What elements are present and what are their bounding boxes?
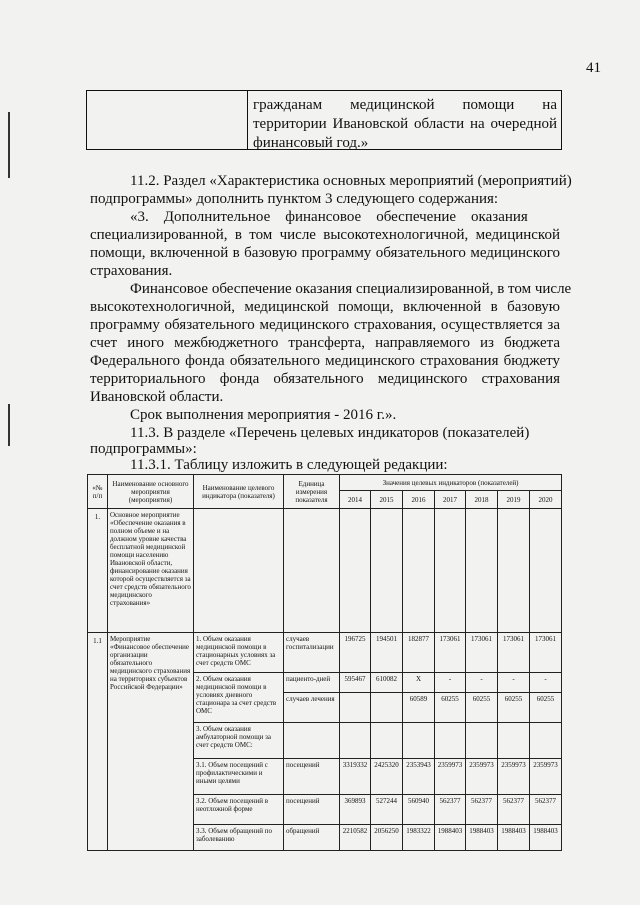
event-name: Основное мероприятие «Обеспечение оказания в полном объеме и на должном уровне качества бесплатной медицинской помощи населению Ивановской области, финансирование оказания которой осуществляется за счет средств обязательного медицинского страхования» (108, 509, 194, 633)
value-cell: 1988403 (530, 825, 562, 851)
value-cell: 1983322 (403, 825, 435, 851)
header-year: 2016 (403, 491, 435, 509)
event-name: Мероприятие «Финансовое обеспечение организации обязательного медицинского страхования на территориях субъектов Российской Федерации» (108, 633, 194, 851)
header-year: 2014 (340, 491, 371, 509)
header-num: «№ п/п (88, 475, 108, 509)
value-cell: 2210582 (340, 825, 371, 851)
paragraph-line: страхования. (90, 263, 173, 279)
value-cell: 3319332 (340, 759, 371, 795)
table-row (88, 509, 562, 633)
row-number: 1.1 (88, 633, 108, 851)
value-cell: 562377 (435, 795, 466, 825)
indicator-name: 3.3. Объем обращений по заболеванию (194, 825, 284, 851)
paragraph-line: Федерального фонда обязательного медицинского страхования бюджету (90, 353, 560, 369)
paragraph-line: счет иного межбюджетного трансферта, направляемого из бюджета (90, 335, 560, 351)
value-cell: 194501 (371, 633, 403, 673)
value-cell: 60255 (435, 693, 466, 723)
value-cell: 562377 (530, 795, 562, 825)
value-cell (371, 693, 403, 723)
value-cell: 60255 (466, 693, 498, 723)
value-cell: - (466, 673, 498, 693)
value-cell: 527244 (371, 795, 403, 825)
table-header-row (88, 475, 562, 491)
paragraph-line: Ивановской области. (90, 389, 224, 405)
header-year: 2015 (371, 491, 403, 509)
value-cell: 2359973 (466, 759, 498, 795)
paragraph-line: территориального фонда обязательного медицинского страхования (90, 371, 560, 387)
header-year: 2018 (466, 491, 498, 509)
value-cell: 2353943 (403, 759, 435, 795)
header-year: 2019 (498, 491, 530, 509)
unit: обращений (284, 825, 340, 851)
value-cell: 60255 (498, 693, 530, 723)
table-intro-line: 11.3.1. Таблицу изложить в следующей редакции: (130, 457, 448, 473)
unit: посещений (284, 759, 340, 795)
value-cell: 60255 (530, 693, 562, 723)
value-cell: - (435, 673, 466, 693)
unit: посещений (284, 795, 340, 825)
continued-table-text-cell: гражданам медицинской помощи на территории Ивановской области на очередной финансовый год.» (253, 97, 557, 151)
page-number: 41 (586, 60, 601, 76)
paragraph-line: высокотехнологичной, медицинской помощи, включенной в базовую (90, 299, 560, 315)
unit: пациенто-дней (284, 673, 340, 693)
header-event: Наименование основного мероприятия (мероприятия) (108, 475, 194, 509)
header-values-group: Значения целевых индикаторов (показателей) (340, 475, 562, 491)
continued-table (86, 90, 562, 150)
paragraph-line: подпрограммы»: (90, 441, 197, 457)
value-cell: 2359973 (530, 759, 562, 795)
value-cell: - (530, 673, 562, 693)
value-cell: 182877 (403, 633, 435, 673)
value-cell: 60589 (403, 693, 435, 723)
indicator-name: 3.2. Объем посещений в неотложной форме (194, 795, 284, 825)
value-cell: 595467 (340, 673, 371, 693)
paragraph-line: специализированной, в том числе высокотехнологичной, медицинской (90, 227, 560, 243)
continued-table-empty-cell (87, 91, 248, 149)
header-indicator: Наименование целевого индикатора (показателя) (194, 475, 284, 509)
value-cell: 173061 (530, 633, 562, 673)
indicator-name: 3.1. Объем посещений с профилактическими и иными целями (194, 759, 284, 795)
indicator-name: 1. Объем оказания медицинской помощи в стационарных условиях за счет средств ОМС (194, 633, 284, 673)
paragraph-line: Срок выполнения мероприятия - 2016 г.». (130, 407, 397, 423)
row-number: 1. (88, 509, 108, 633)
paragraph-line: помощи, включенной в базовую программу обязательного медицинского (90, 245, 560, 261)
unit: случаев госпитализации (284, 633, 340, 673)
value-cell: 1988403 (435, 825, 466, 851)
value-cell: 2359973 (498, 759, 530, 795)
value-cell: X (403, 673, 435, 693)
indicator-name: 2. Объем оказания медицинской помощи в условиях дневного стационара за счет средств ОМС (194, 673, 284, 723)
value-cell (340, 693, 371, 723)
header-year: 2020 (530, 491, 562, 509)
scan-edge-mark (8, 112, 10, 178)
value-cell: 1988403 (466, 825, 498, 851)
value-cell: 2056250 (371, 825, 403, 851)
value-cell: 2359973 (435, 759, 466, 795)
scan-edge-mark (8, 404, 10, 446)
paragraph-line: «3. Дополнительное финансовое обеспечение оказания (130, 209, 528, 225)
value-cell: 560940 (403, 795, 435, 825)
value-cell: 1988403 (498, 825, 530, 851)
value-cell: 173061 (466, 633, 498, 673)
value-cell: 2425320 (371, 759, 403, 795)
value-cell: 562377 (498, 795, 530, 825)
paragraph-line: Финансовое обеспечение оказания специализированной, в том числе (130, 281, 572, 297)
paragraph-line: программу обязательного медицинского страхования, осуществляется за (90, 317, 560, 333)
value-cell: 610082 (371, 673, 403, 693)
indicator-name: 3. Объем оказания амбулаторной помощи за счет средств ОМС: (194, 723, 284, 759)
value-cell: 369893 (340, 795, 371, 825)
value-cell: 562377 (466, 795, 498, 825)
paragraph-line: подпрограммы» дополнить пунктом 3 следующего содержания: (90, 191, 499, 207)
paragraph-line: 11.3. В разделе «Перечень целевых индикаторов (показателей) (130, 425, 530, 441)
indicators-table (87, 474, 562, 851)
unit: случаев лечения (284, 693, 340, 723)
value-cell: 173061 (435, 633, 466, 673)
value-cell: 173061 (498, 633, 530, 673)
paragraph-line: 11.2. Раздел «Характеристика основных мероприятий (мероприятий) (130, 173, 572, 189)
value-cell: 196725 (340, 633, 371, 673)
header-unit: Единица измерения показателя (284, 475, 340, 509)
table-row (88, 633, 562, 673)
value-cell: - (498, 673, 530, 693)
header-year: 2017 (435, 491, 466, 509)
